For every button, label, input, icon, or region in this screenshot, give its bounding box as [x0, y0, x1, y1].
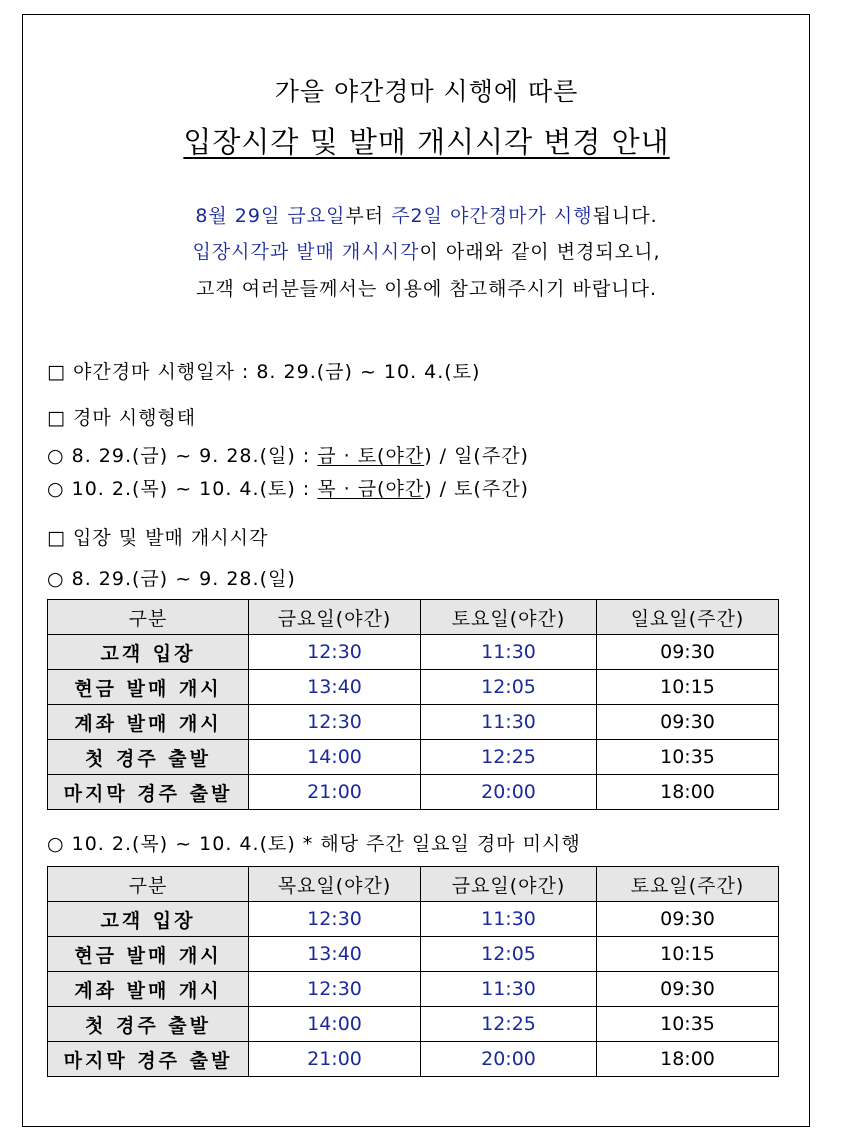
intro-line-2 — [0, 237, 853, 264]
intro-from: 부터 — [345, 205, 392, 227]
schedule-table-2 — [47, 866, 779, 1077]
title-line-2-text: 입장시각 및 발매 개시시각 변경 안내 — [183, 125, 670, 159]
table2-caption: ○ 10. 2.(목) ~ 10. 4.(토) * 해당 주간 일요일 경마 미시행 — [47, 833, 581, 855]
time-cell: 12:30 — [249, 635, 421, 670]
intro-date: 8월 29일 금요일 — [195, 205, 346, 227]
row-label: 현금 발매 개시 — [48, 937, 249, 972]
time-cell: 21:00 — [249, 775, 421, 810]
column-header: 구분 — [48, 600, 249, 635]
table-row — [48, 937, 779, 972]
time-cell: 12:30 — [249, 705, 421, 740]
time-cell: 12:30 — [249, 902, 421, 937]
table-row — [48, 1042, 779, 1077]
time-cell: 21:00 — [249, 1042, 421, 1077]
section-schedule-dates: □ 야간경마 시행일자 : 8. 29.(금) ~ 10. 4.(토) — [47, 361, 481, 383]
format-period-1-day: ) / 일(주간) — [424, 445, 529, 467]
time-cell: 14:00 — [249, 740, 421, 775]
time-cell: 18:00 — [597, 775, 779, 810]
intro-times: 입장시각과 발매 개시시각 — [192, 241, 420, 263]
time-cell: 10:35 — [597, 740, 779, 775]
row-label: 현금 발매 개시 — [48, 670, 249, 705]
column-header: 구분 — [48, 867, 249, 902]
table-row — [48, 705, 779, 740]
table-header-row — [48, 867, 779, 902]
format-period-2 — [47, 474, 529, 501]
table-row — [48, 1007, 779, 1042]
time-cell: 10:15 — [597, 937, 779, 972]
format-period-1 — [47, 441, 529, 468]
table-row — [48, 972, 779, 1007]
time-cell: 11:30 — [421, 902, 597, 937]
table-header-row — [48, 600, 779, 635]
intro-line-3: 고객 여러분들께서는 이용에 참고해주시기 바랍니다. — [196, 278, 657, 300]
time-cell: 12:05 — [421, 670, 597, 705]
column-header: 금요일(야간) — [421, 867, 597, 902]
format-period-2-dates: ○ 10. 2.(목) ~ 10. 4.(토) : — [47, 478, 318, 500]
column-header: 토요일(주간) — [597, 867, 779, 902]
time-cell: 11:30 — [421, 972, 597, 1007]
title-line-2 — [0, 120, 853, 161]
section-race-format: □ 경마 시행형태 — [47, 407, 197, 429]
table-row — [48, 775, 779, 810]
format-period-2-day: ) / 토(주간) — [424, 478, 529, 500]
column-header: 목요일(야간) — [249, 867, 421, 902]
format-period-2-night: 목 · 금(야간 — [317, 478, 425, 500]
time-cell: 12:25 — [421, 1007, 597, 1042]
row-label: 고객 입장 — [48, 635, 249, 670]
table-row — [48, 635, 779, 670]
table-row — [48, 740, 779, 775]
time-cell: 12:30 — [249, 972, 421, 1007]
table-row — [48, 902, 779, 937]
intro-night-racing: 주2일 야간경마가 시행 — [391, 205, 593, 227]
time-cell: 20:00 — [421, 1042, 597, 1077]
time-cell: 14:00 — [249, 1007, 421, 1042]
time-cell: 09:30 — [597, 902, 779, 937]
row-label: 마지막 경주 출발 — [48, 1042, 249, 1077]
row-label: 계좌 발매 개시 — [48, 705, 249, 740]
intro-end: 됩니다. — [592, 205, 658, 227]
schedule-table-1 — [47, 599, 779, 810]
column-header: 금요일(야간) — [249, 600, 421, 635]
intro-line-1 — [0, 201, 853, 228]
table-row — [48, 670, 779, 705]
column-header: 토요일(야간) — [421, 600, 597, 635]
time-cell: 20:00 — [421, 775, 597, 810]
format-period-1-night: 금 · 토(야간 — [317, 445, 425, 467]
title-line-1: 가을 야간경마 시행에 따른 — [274, 77, 579, 106]
row-label: 계좌 발매 개시 — [48, 972, 249, 1007]
column-header: 일요일(주간) — [597, 600, 779, 635]
time-cell: 09:30 — [597, 705, 779, 740]
time-cell: 13:40 — [249, 937, 421, 972]
time-cell: 10:15 — [597, 670, 779, 705]
time-cell: 11:30 — [421, 635, 597, 670]
row-label: 고객 입장 — [48, 902, 249, 937]
time-cell: 13:40 — [249, 670, 421, 705]
row-label: 첫 경주 출발 — [48, 740, 249, 775]
time-cell: 10:35 — [597, 1007, 779, 1042]
table1-caption: ○ 8. 29.(금) ~ 9. 28.(일) — [47, 568, 296, 590]
time-cell: 09:30 — [597, 972, 779, 1007]
row-label: 마지막 경주 출발 — [48, 775, 249, 810]
time-cell: 12:05 — [421, 937, 597, 972]
section-entry-times: □ 입장 및 발매 개시시각 — [47, 527, 269, 549]
intro-change: 이 아래와 같이 변경되오니, — [419, 241, 661, 263]
time-cell: 12:25 — [421, 740, 597, 775]
row-label: 첫 경주 출발 — [48, 1007, 249, 1042]
format-period-1-dates: ○ 8. 29.(금) ~ 9. 28.(일) : — [47, 445, 318, 467]
time-cell: 09:30 — [597, 635, 779, 670]
time-cell: 18:00 — [597, 1042, 779, 1077]
time-cell: 11:30 — [421, 705, 597, 740]
